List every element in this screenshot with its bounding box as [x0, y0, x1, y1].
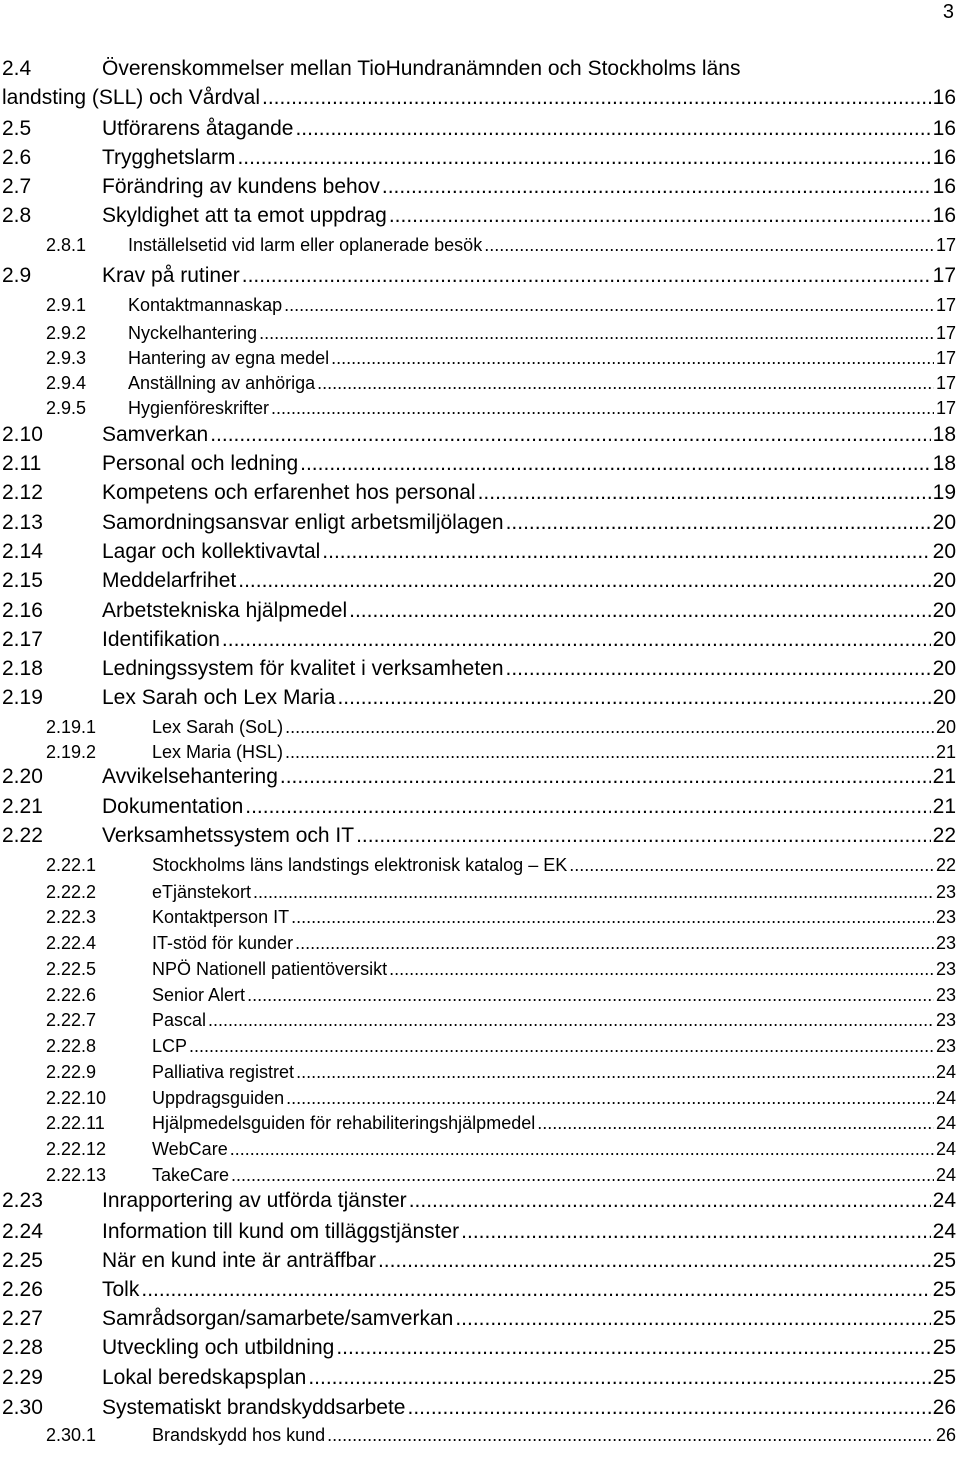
toc-entry-number: 2.11: [2, 452, 42, 475]
toc-entry-number: 2.30: [2, 1396, 43, 1419]
toc-entry-title: eTjänstekort: [152, 882, 252, 902]
toc-entry-title: Senior Alert: [152, 985, 246, 1005]
toc-entry-title: Meddelarfrihet: [102, 569, 237, 592]
dot-leader: [300, 450, 931, 477]
toc-entry-title: Krav på rutiner: [102, 264, 240, 287]
toc-entry-page: 24: [935, 1165, 956, 1185]
dot-leader: [285, 740, 934, 764]
toc-entry-title: Samordningsansvar enligt arbetsmiljölagen: [102, 511, 504, 534]
toc-entry-title: Identifikation: [102, 628, 220, 651]
toc-entry-page: 26: [935, 1425, 956, 1445]
toc-entry-page: 20: [932, 686, 956, 709]
toc-entry-page: 20: [932, 569, 956, 592]
toc-entry[interactable]: [0, 740, 960, 764]
dot-leader: [356, 822, 931, 849]
toc-entry[interactable]: [0, 538, 960, 565]
toc-entry-title: Brandskydd hos kund: [152, 1425, 326, 1445]
toc-entry-page: 17: [935, 373, 956, 393]
page-number: 3: [942, 1, 954, 23]
toc-entry-page: 20: [932, 599, 956, 622]
toc-entry-page: 20: [935, 717, 956, 737]
toc-entry[interactable]: [0, 173, 960, 200]
toc-entry[interactable]: [0, 1423, 960, 1447]
toc-entry-number: 2.19.2: [46, 742, 97, 762]
dot-leader: [230, 1137, 934, 1161]
toc-entry-title: Stockholms läns landstings elektronisk katalog – EK: [152, 855, 568, 875]
dot-leader: [237, 144, 930, 171]
toc-entry-page: 23: [935, 907, 956, 927]
toc-entry-title: Samrådsorgan/samarbete/samverkan: [102, 1307, 454, 1330]
toc-entry[interactable]: [0, 1218, 960, 1245]
dot-leader: [286, 1086, 934, 1110]
toc-entry[interactable]: [0, 115, 960, 142]
toc-entry-title: WebCare: [152, 1139, 228, 1159]
toc-entry-number: 2.12: [2, 481, 43, 504]
toc-entry[interactable]: [0, 450, 960, 477]
toc-entry-number: 2.26: [2, 1278, 43, 1301]
toc-entry-title: Inrapportering av utförda tjänster: [102, 1189, 407, 1212]
toc-entry-number: 2.22.5: [46, 959, 97, 979]
toc-entry[interactable]: [0, 567, 960, 594]
toc-entry-title: Hantering av egna medel: [128, 348, 330, 368]
dot-leader: [506, 509, 931, 536]
dot-leader: [189, 1034, 934, 1058]
toc-entry-title: Samverkan: [102, 423, 209, 446]
toc-entry-page: 24: [932, 1220, 956, 1243]
toc-entry-title: Skyldighet att ta emot uppdrag: [102, 204, 387, 227]
toc-entry[interactable]: [0, 1008, 960, 1032]
toc-entry-page: 17: [935, 348, 956, 368]
toc-entry-page: 25: [932, 1307, 956, 1330]
toc-entry-number: 2.28: [2, 1336, 43, 1359]
toc-entry-page: 17: [935, 323, 956, 343]
toc-entry-first-line: [0, 55, 960, 82]
toc-entry-number: 2.24: [2, 1220, 43, 1243]
toc-entry-page: 26: [932, 1396, 956, 1419]
dot-leader: [208, 1008, 934, 1032]
dot-leader: [247, 983, 934, 1007]
toc-entry-title: Personal och ledning: [102, 452, 299, 475]
toc-entry[interactable]: [0, 880, 960, 904]
toc-entry-number: 2.17: [2, 628, 43, 651]
toc-entry-number: 2.22.6: [46, 985, 97, 1005]
toc-entry[interactable]: [0, 1247, 960, 1274]
dot-leader: [407, 1394, 930, 1421]
toc-entry-page: 23: [935, 882, 956, 902]
toc-entry[interactable]: [0, 1305, 960, 1332]
toc-entry-title: Avvikelsehantering: [102, 765, 278, 788]
toc-entry[interactable]: [0, 957, 960, 981]
dot-leader: [238, 567, 930, 594]
dot-leader: [222, 626, 931, 653]
toc-entry-page: 21: [932, 765, 956, 788]
toc-entry-title: Lex Maria (HSL): [152, 742, 284, 762]
toc-entry-page: 25: [932, 1336, 956, 1359]
toc-entry[interactable]: [0, 793, 960, 820]
toc-entry-title: Kompetens och erfarenhet hos personal: [102, 481, 476, 504]
dot-leader: [331, 346, 934, 370]
toc-entry-title: Palliativa registret: [152, 1062, 295, 1082]
dot-leader: [569, 853, 934, 877]
toc-entry-number: 2.15: [2, 569, 43, 592]
toc-entry-title: Förändring av kundens behov: [102, 175, 380, 198]
toc-entry-number: 2.22.13: [46, 1165, 107, 1185]
toc-entry-title: Hygienföreskrifter: [128, 398, 270, 418]
toc-entry-page: 16: [932, 204, 956, 227]
toc-entry-page: 19: [932, 481, 956, 504]
toc-entry[interactable]: [0, 655, 960, 682]
toc-entry-page: 24: [935, 1088, 956, 1108]
toc-entry-page: 23: [935, 1010, 956, 1030]
toc-entry-title: LCP: [152, 1036, 188, 1056]
dot-leader: [506, 655, 931, 682]
toc-entry-title: Utförarens åtagande: [102, 117, 294, 140]
toc-entry-title: Lex Sarah (SoL): [152, 717, 284, 737]
toc-entry-number: 2.22.12: [46, 1139, 107, 1159]
dot-leader: [141, 1276, 930, 1303]
dot-leader: [295, 931, 934, 955]
toc-entry-title: Arbetstekniska hjälpmedel: [102, 599, 348, 622]
toc-entry[interactable]: [0, 905, 960, 929]
toc-entry-page: 18: [932, 423, 956, 446]
toc-entry[interactable]: [0, 1111, 960, 1135]
toc-entry[interactable]: [0, 1334, 960, 1361]
toc-entry[interactable]: [0, 321, 960, 345]
toc-entry[interactable]: [0, 1137, 960, 1161]
toc-entry[interactable]: [0, 293, 960, 317]
toc-entry-page: 17: [935, 295, 956, 315]
toc-entry-page: 23: [935, 1036, 956, 1056]
dot-leader: [291, 905, 934, 929]
toc-entry[interactable]: [0, 983, 960, 1007]
toc-entry-number: 2.4: [2, 57, 32, 80]
toc-entry-title: Inställelsetid vid larm eller oplanerade besök: [128, 235, 483, 255]
toc-entry-page: 24: [935, 1139, 956, 1159]
toc-entry-page: 20: [932, 540, 956, 563]
toc-entry-title: Kontaktmannaskap: [128, 295, 283, 315]
toc-entry-number: 2.18: [2, 657, 43, 680]
toc-entry[interactable]: [0, 1163, 960, 1187]
dot-leader: [245, 793, 930, 820]
toc-entry-page: 24: [935, 1062, 956, 1082]
dot-leader: [478, 479, 931, 506]
toc-entry-title: Pascal: [152, 1010, 207, 1030]
dot-leader: [308, 1364, 930, 1391]
toc-entry[interactable]: [0, 1060, 960, 1084]
dot-leader: [284, 293, 934, 317]
toc-entry-title: Dokumentation: [102, 795, 244, 818]
toc-entry-number: 2.9.5: [46, 398, 87, 418]
toc-entry-title: Utveckling och utbildning: [102, 1336, 335, 1359]
toc-entry[interactable]: [0, 1276, 960, 1303]
toc-entry-title: Hjälpmedelsguiden för rehabiliteringshjälpmedel: [152, 1113, 536, 1133]
toc-entry-title: Systematiskt brandskyddsarbete: [102, 1396, 406, 1419]
toc-entry-title: Kontaktperson IT: [152, 907, 290, 927]
dot-leader: [409, 1187, 931, 1214]
toc-entry-page: 22: [932, 824, 956, 847]
dot-leader: [455, 1305, 930, 1332]
dot-leader: [327, 1423, 934, 1447]
toc-entry-page: 16: [932, 146, 956, 169]
toc-entry-title: landsting (SLL) och Vårdval: [2, 86, 260, 109]
toc-entry-number: 2.19.1: [46, 717, 97, 737]
toc-entry[interactable]: [0, 626, 960, 653]
dot-leader: [349, 597, 931, 624]
toc-entry-page: 16: [932, 117, 956, 140]
toc-entry-page: 17: [932, 264, 956, 287]
toc-entry-title-line1: Överenskommelser mellan TioHundranämnden och Stockholms läns: [102, 57, 741, 80]
dot-leader: [295, 115, 930, 142]
toc-entry[interactable]: [0, 233, 960, 257]
toc-entry[interactable]: [0, 597, 960, 624]
toc-entry[interactable]: [0, 1187, 960, 1214]
toc-entry[interactable]: [0, 84, 960, 111]
toc-entry[interactable]: [0, 396, 960, 420]
toc-entry[interactable]: [0, 1394, 960, 1421]
toc-entry-number: 2.22.9: [46, 1062, 97, 1082]
toc-entry[interactable]: [0, 853, 960, 877]
toc-entry-page: 23: [935, 933, 956, 953]
toc-entry[interactable]: [0, 202, 960, 229]
dot-leader: [280, 763, 931, 790]
toc-entry-title: Trygghetslarm: [102, 146, 236, 169]
toc-entry-number: 2.29: [2, 1366, 43, 1389]
toc-entry[interactable]: [0, 684, 960, 711]
dot-leader: [389, 202, 931, 229]
toc-entry-title: Lokal beredskapsplan: [102, 1366, 307, 1389]
toc-entry-page: 16: [932, 175, 956, 198]
toc-entry-number: 2.9: [2, 264, 32, 287]
toc-entry-number: 2.22.1: [46, 855, 97, 875]
toc-entry[interactable]: [0, 262, 960, 289]
toc-entry[interactable]: [0, 1034, 960, 1058]
toc-entry-title: Anställning av anhöriga: [128, 373, 316, 393]
toc-entry-title: TakeCare: [152, 1165, 230, 1185]
toc-entry-title: Verksamhetssystem och IT: [102, 824, 355, 847]
toc-entry[interactable]: [0, 479, 960, 506]
toc-entry-number: 2.23: [2, 1189, 43, 1212]
toc-entry-title: Ledningssystem för kvalitet i verksamheten: [102, 657, 504, 680]
toc-entry-number: 2.9.1: [46, 295, 87, 315]
toc-entry-page: 24: [935, 1113, 956, 1133]
toc-entry-number: 2.25: [2, 1249, 43, 1272]
toc-entry-number: 2.22.3: [46, 907, 97, 927]
dot-leader: [253, 880, 934, 904]
toc-entry-title: IT-stöd för kunder: [152, 933, 294, 953]
toc-entry-page: 23: [935, 985, 956, 1005]
toc-entry-number: 2.22.11: [46, 1113, 105, 1133]
toc-entry-number: 2.5: [2, 117, 32, 140]
dot-leader: [378, 1247, 931, 1274]
dot-leader: [461, 1218, 930, 1245]
toc-entry-page: 20: [932, 511, 956, 534]
toc-entry-title: Information till kund om tilläggstjänster: [102, 1220, 460, 1243]
toc-entry-number: 2.22.10: [46, 1088, 107, 1108]
toc-entry[interactable]: [0, 1364, 960, 1391]
toc-entry-page: 24: [932, 1189, 956, 1212]
toc-entry-number: 2.22.4: [46, 933, 97, 953]
toc-entry-page: 20: [932, 628, 956, 651]
toc-entry[interactable]: [0, 715, 960, 739]
dot-leader: [336, 1334, 930, 1361]
toc-entry-number: 2.8: [2, 204, 32, 227]
dot-leader: [484, 233, 934, 257]
dot-leader: [322, 538, 930, 565]
toc-entry-page: 21: [932, 795, 956, 818]
toc-entry-number: 2.14: [2, 540, 43, 563]
toc-entry-number: 2.22.7: [46, 1010, 97, 1030]
dot-leader: [210, 421, 930, 448]
toc-entry-number: 2.8.1: [46, 235, 87, 255]
toc-entry-title: Tolk: [102, 1278, 140, 1301]
toc-entry-page: 23: [935, 959, 956, 979]
dot-leader: [537, 1111, 934, 1135]
toc-entry-number: 2.7: [2, 175, 32, 198]
toc-entry[interactable]: [0, 509, 960, 536]
toc-entry[interactable]: [0, 822, 960, 849]
toc-entry-title: När en kund inte är anträffbar: [102, 1249, 376, 1272]
toc-entry-title: Lagar och kollektivavtal: [102, 540, 321, 563]
toc-entry-number: 2.22: [2, 824, 43, 847]
dot-leader: [262, 84, 931, 111]
dot-leader: [259, 321, 934, 345]
toc-entry-number: 2.9.4: [46, 373, 87, 393]
toc-entry[interactable]: [0, 371, 960, 395]
toc-entry-number: 2.22.2: [46, 882, 97, 902]
dot-leader: [285, 715, 934, 739]
toc-entry-page: 25: [932, 1366, 956, 1389]
toc-entry-page: 21: [935, 742, 956, 762]
toc-entry-number: 2.13: [2, 511, 43, 534]
dot-leader: [389, 957, 934, 981]
toc-entry-page: 17: [935, 398, 956, 418]
toc-entry-page: 18: [932, 452, 956, 475]
dot-leader: [296, 1060, 934, 1084]
dot-leader: [242, 262, 931, 289]
toc-entry[interactable]: [0, 1086, 960, 1110]
dot-leader: [317, 371, 934, 395]
toc-entry-number: 2.30.1: [46, 1425, 97, 1445]
toc-entry-number: 2.19: [2, 686, 43, 709]
toc-entry-title: Uppdragsguiden: [152, 1088, 285, 1108]
toc-entry[interactable]: [0, 763, 960, 790]
dot-leader: [271, 396, 934, 420]
toc-entry-page: 17: [935, 235, 956, 255]
dot-leader: [337, 684, 930, 711]
toc-entry[interactable]: [0, 346, 960, 370]
toc-entry-number: 2.6: [2, 146, 32, 169]
toc-entry-number: 2.20: [2, 765, 43, 788]
dot-leader: [382, 173, 931, 200]
toc-entry-number: 2.21: [2, 795, 43, 818]
toc-entry-page: 25: [932, 1278, 956, 1301]
toc-entry[interactable]: [0, 144, 960, 171]
toc-entry-number: 2.9.2: [46, 323, 87, 343]
toc-entry[interactable]: [0, 931, 960, 955]
toc-entry-number: 2.9.3: [46, 348, 87, 368]
toc-entry-page: 22: [935, 855, 956, 875]
toc-entry-title: NPÖ Nationell patientöversikt: [152, 959, 388, 979]
toc-entry-page: 16: [932, 86, 956, 109]
toc-entry-page: 25: [932, 1249, 956, 1272]
toc-entry-title: Nyckelhantering: [128, 323, 258, 343]
toc-entry-number: 2.16: [2, 599, 43, 622]
toc-entry-number: 2.22.8: [46, 1036, 97, 1056]
dot-leader: [231, 1163, 934, 1187]
toc-entry-number: 2.27: [2, 1307, 43, 1330]
toc-entry[interactable]: [0, 421, 960, 448]
toc-entry-page: 20: [932, 657, 956, 680]
toc-entry-number: 2.10: [2, 423, 43, 446]
toc-entry-title: Lex Sarah och Lex Maria: [102, 686, 336, 709]
